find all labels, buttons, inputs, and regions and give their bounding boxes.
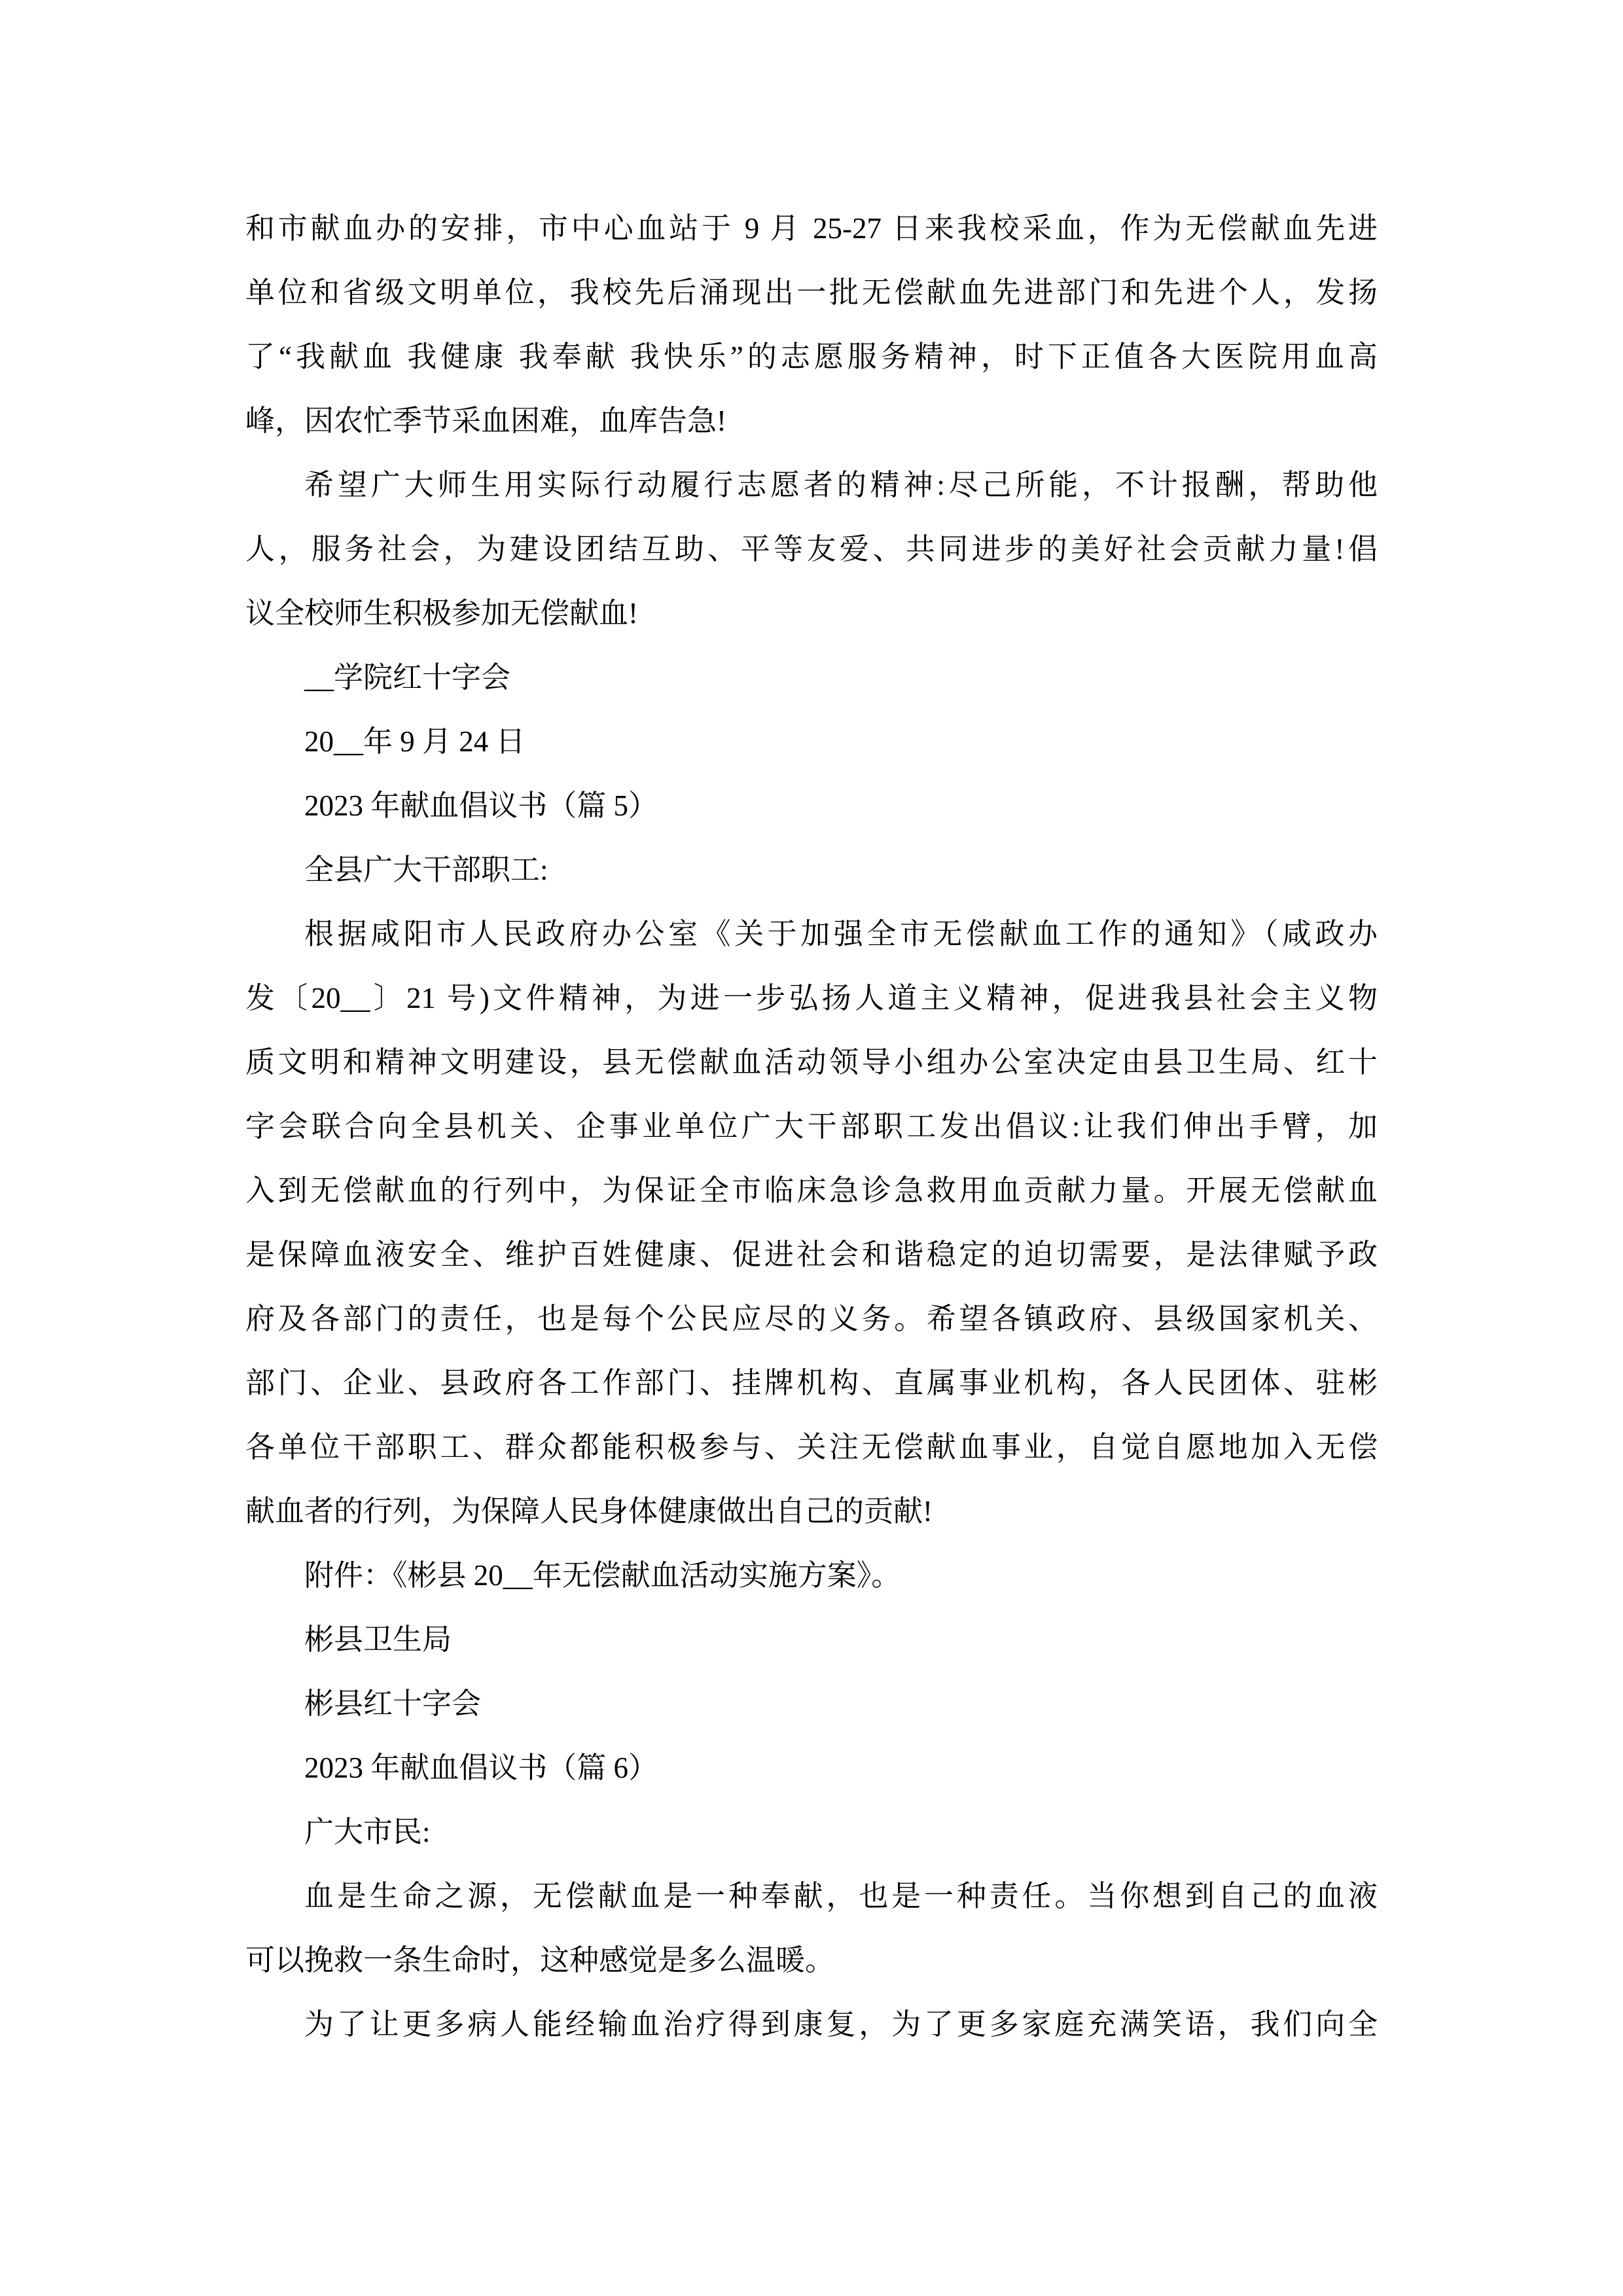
text-line: 人，服务社会，为建设团结互助、平等友爱、共同进步的美好社会贡献力量!倡 bbox=[245, 533, 1378, 565]
text-line: 广大市民: bbox=[304, 1816, 431, 1848]
text-line: __学院红十字会 bbox=[304, 661, 511, 694]
text-line: 部门、企业、县政府各工作部门、挂牌机构、直属事业机构，各人民团体、驻彬 bbox=[245, 1367, 1378, 1399]
text-line: 附件：《彬县 20__年无偿献血活动实施方案》。 bbox=[304, 1559, 901, 1592]
text-line: 议全校师生积极参加无偿献血! bbox=[245, 597, 638, 630]
text-line: 质文明和精神文明建设，县无偿献血活动领导小组办公室决定由县卫生局、红十 bbox=[245, 1046, 1378, 1079]
text-line: 20__年 9 月 24 日 bbox=[304, 725, 526, 758]
text-line: 发〔20__〕21 号)文件精神，为进一步弘扬人道主义精神，促进我县社会主义物 bbox=[245, 982, 1378, 1014]
text-line: 希望广大师生用实际行动履行志愿者的精神:尽己所能，不计报酬，帮助他 bbox=[304, 469, 1378, 501]
text-line: 献血者的行列，为保障人民身体健康做出自己的贡献! bbox=[245, 1495, 933, 1528]
text-line: 和市献血办的安排，市中心血站于 9 月 25-27 日来我校采血，作为无偿献血先进 bbox=[245, 212, 1378, 245]
text-line: 是保障血液安全、维护百姓健康、促进社会和谐稳定的迫切需要，是法律赋予政 bbox=[245, 1238, 1378, 1271]
text-line: 各单位干部职工、群众都能积极参与、关注无偿献血事业，自觉自愿地加入无偿 bbox=[245, 1431, 1378, 1463]
text-line: 可以挽救一条生命时，这种感觉是多么温暖。 bbox=[245, 1944, 835, 1977]
text-line: 字会联合向全县机关、企事业单位广大干部职工发出倡议:让我们伸出手臂，加 bbox=[245, 1110, 1378, 1143]
text-line: 彬县卫生局 bbox=[304, 1623, 452, 1656]
text-line: 为了让更多病人能经输血治疗得到康复，为了更多家庭充满笑语，我们向全 bbox=[304, 2008, 1378, 2041]
text-line: 峰，因农忙季节采血困难，血库告急! bbox=[245, 404, 726, 437]
text-line: 入到无偿献血的行列中，为保证全市临床急诊急救用血贡献力量。开展无偿献血 bbox=[245, 1174, 1378, 1207]
text-line: 府及各部门的责任，也是每个公民应尽的义务。希望各镇政府、县级国家机关、 bbox=[245, 1302, 1378, 1335]
text-line: 了“我献血 我健康 我奉献 我快乐”的志愿服务精神，时下正值各大医院用血高 bbox=[245, 340, 1378, 373]
text-line: 2023 年献血倡议书（篇 6） bbox=[304, 1751, 658, 1784]
text-line: 单位和省级文明单位，我校先后涌现出一批无偿献血先进部门和先进个人，发扬 bbox=[245, 276, 1378, 309]
text-line: 全县广大干部职工: bbox=[304, 853, 548, 886]
text-line: 血是生命之源，无偿献血是一种奉献，也是一种责任。当你想到自己的血液 bbox=[304, 1880, 1378, 1912]
text-line: 彬县红十字会 bbox=[304, 1687, 482, 1720]
text-line: 2023 年献血倡议书（篇 5） bbox=[304, 789, 658, 822]
text-line: 根据咸阳市人民政府办公室《关于加强全市无偿献血工作的通知》（咸政办 bbox=[304, 918, 1378, 950]
document-text-block bbox=[245, 196, 1378, 2056]
